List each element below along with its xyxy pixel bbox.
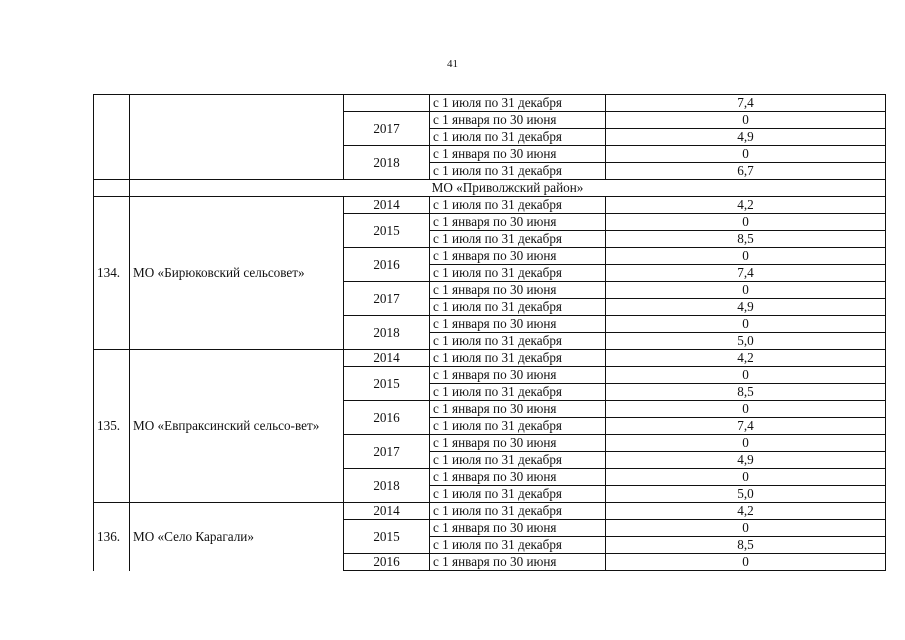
year-cell: 2018 <box>344 469 430 503</box>
period-cell: с 1 января по 30 июня <box>430 316 606 333</box>
entry-number: 135. <box>94 350 130 503</box>
period-cell: с 1 января по 30 июня <box>430 520 606 537</box>
page-number: 41 <box>447 58 458 70</box>
value-cell: 7,4 <box>606 418 886 435</box>
period-cell: с 1 января по 30 июня <box>430 554 606 571</box>
period-cell: с 1 января по 30 июня <box>430 248 606 265</box>
value-cell: 4,9 <box>606 129 886 146</box>
period-cell: с 1 июля по 31 декабря <box>430 299 606 316</box>
value-cell: 0 <box>606 248 886 265</box>
year-cell: 2017 <box>344 112 430 146</box>
table-row <box>94 503 886 520</box>
value-cell: 8,5 <box>606 384 886 401</box>
year-cell: 2014 <box>344 503 430 520</box>
value-cell: 5,0 <box>606 486 886 503</box>
period-cell: с 1 января по 30 июня <box>430 435 606 452</box>
year-cell: 2014 <box>344 197 430 214</box>
value-cell: 6,7 <box>606 163 886 180</box>
value-cell: 0 <box>606 112 886 129</box>
period-cell: с 1 июля по 31 декабря <box>430 231 606 248</box>
period-cell: с 1 июля по 31 декабря <box>430 265 606 282</box>
year-cell: 2017 <box>344 435 430 469</box>
period-cell: с 1 июля по 31 декабря <box>430 486 606 503</box>
year-cell: 2018 <box>344 146 430 180</box>
value-cell: 0 <box>606 367 886 384</box>
period-cell: с 1 июля по 31 декабря <box>430 333 606 350</box>
value-cell: 4,9 <box>606 299 886 316</box>
value-cell: 0 <box>606 214 886 231</box>
value-cell: 8,5 <box>606 231 886 248</box>
name-cell-empty <box>130 95 344 180</box>
period-cell: с 1 июля по 31 декабря <box>430 384 606 401</box>
period-cell: с 1 июля по 31 декабря <box>430 129 606 146</box>
period-cell: с 1 июля по 31 декабря <box>430 537 606 554</box>
year-cell: 2018 <box>344 316 430 350</box>
value-cell: 0 <box>606 282 886 299</box>
value-cell: 7,4 <box>606 265 886 282</box>
tariff-table <box>93 94 886 571</box>
period-cell: с 1 июля по 31 декабря <box>430 197 606 214</box>
period-cell: с 1 июля по 31 декабря <box>430 350 606 367</box>
value-cell: 0 <box>606 401 886 418</box>
value-cell: 4,2 <box>606 350 886 367</box>
value-cell: 5,0 <box>606 333 886 350</box>
value-cell: 0 <box>606 316 886 333</box>
year-cell: 2015 <box>344 367 430 401</box>
value-cell: 4,9 <box>606 452 886 469</box>
value-cell: 7,4 <box>606 95 886 112</box>
period-cell: с 1 января по 30 июня <box>430 469 606 486</box>
year-cell <box>344 95 430 112</box>
period-cell: с 1 января по 30 июня <box>430 401 606 418</box>
period-cell: с 1 июля по 31 декабря <box>430 163 606 180</box>
value-cell: 0 <box>606 520 886 537</box>
year-cell: 2016 <box>344 554 430 571</box>
year-cell: 2015 <box>344 214 430 248</box>
year-cell: 2016 <box>344 401 430 435</box>
year-cell: 2015 <box>344 520 430 554</box>
value-cell: 0 <box>606 435 886 452</box>
region-num-cell <box>94 180 130 197</box>
period-cell: с 1 января по 30 июня <box>430 367 606 384</box>
entry-number: 134. <box>94 197 130 350</box>
entry-name: МО «Евпраксинский сельсо-вет» <box>130 350 344 503</box>
table-row <box>94 95 886 112</box>
period-cell: с 1 января по 30 июня <box>430 112 606 129</box>
value-cell: 0 <box>606 469 886 486</box>
value-cell: 0 <box>606 146 886 163</box>
value-cell: 8,5 <box>606 537 886 554</box>
num-cell-empty <box>94 95 130 180</box>
value-cell: 4,2 <box>606 197 886 214</box>
entry-number: 136. <box>94 503 130 571</box>
period-cell: с 1 июля по 31 декабря <box>430 452 606 469</box>
period-cell: с 1 января по 30 июня <box>430 282 606 299</box>
value-cell: 4,2 <box>606 503 886 520</box>
table-row <box>94 197 886 214</box>
year-cell: 2017 <box>344 282 430 316</box>
period-cell: с 1 июля по 31 декабря <box>430 95 606 112</box>
table-row <box>94 350 886 367</box>
year-cell: 2016 <box>344 248 430 282</box>
period-cell: с 1 января по 30 июня <box>430 146 606 163</box>
period-cell: с 1 июля по 31 декабря <box>430 503 606 520</box>
year-cell: 2014 <box>344 350 430 367</box>
period-cell: с 1 июля по 31 декабря <box>430 418 606 435</box>
region-title: МО «Приволжский район» <box>130 180 886 197</box>
value-cell: 0 <box>606 554 886 571</box>
entry-name: МО «Село Карагали» <box>130 503 344 571</box>
period-cell: с 1 января по 30 июня <box>430 214 606 231</box>
entry-name: МО «Бирюковский сельсовет» <box>130 197 344 350</box>
region-header-row <box>94 180 886 197</box>
